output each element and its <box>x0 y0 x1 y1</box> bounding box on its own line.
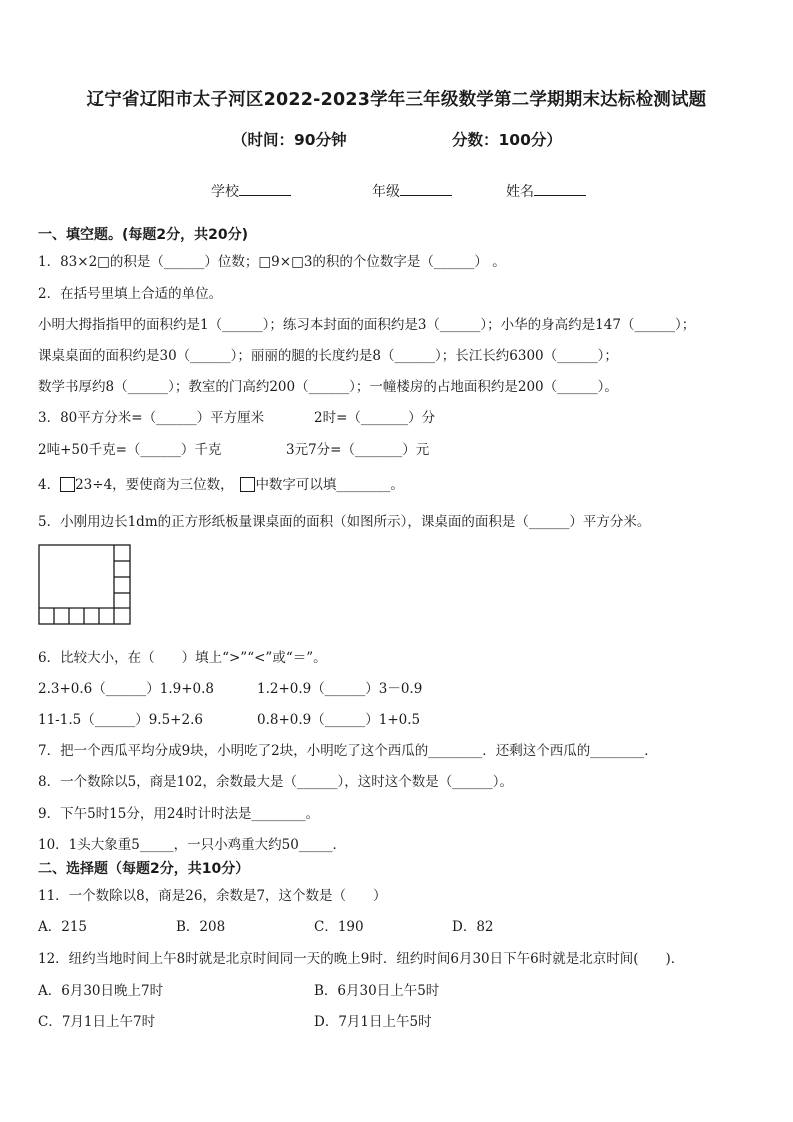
grade-field <box>372 181 452 201</box>
question-9: 9．下午5时15分，用24时计时法是________。 <box>38 806 320 822</box>
desk-grid-figure <box>38 544 132 626</box>
question-11-option-d: D．82 <box>452 919 494 935</box>
name-field <box>506 181 586 201</box>
question-8: 8．一个数除以5，商是102，余数最大是（______），这时这个数是（______）。 <box>38 774 513 790</box>
question-12-option-a: A．6月30日晚上7时 <box>38 983 164 999</box>
question-1: 1．83×2□的积是（______）位数；□9×□3的积的个位数字是（______） 。 <box>38 254 506 270</box>
question-5: 5．小刚用边长1dm的正方形纸板量课桌面的面积（如图所示），课桌面的面积是（______）平方分米。 <box>38 514 651 530</box>
question-12-option-c: C．7月1日上午7时 <box>38 1014 156 1030</box>
question-4-suffix: 中数字可以填________。 <box>255 477 404 493</box>
question-11-option-b: B．208 <box>176 919 226 935</box>
school-field <box>211 181 291 201</box>
question-4 <box>38 473 404 493</box>
question-11: 11．一个数除以8，商是26，余数是7，这个数是（ ） <box>38 888 387 904</box>
question-6-b: 1.2+0.9（______）3－0.9 <box>257 681 423 697</box>
question-3-a: 3．80平方分米=（______）平方厘米 <box>38 410 265 426</box>
question-11-option-a: A．215 <box>38 919 88 935</box>
time-limit: （时间：90分钟 <box>232 131 347 149</box>
section-1-heading: 一、填空题。(每题2分，共20分) <box>38 227 249 243</box>
name-label: 姓名 <box>506 184 534 200</box>
grade-label: 年级 <box>372 184 400 200</box>
question-7: 7．把一个西瓜平均分成9块，小明吃了2块，小明吃了这个西瓜的________．还剩这个西瓜的________． <box>38 743 658 759</box>
question-3-c: 2吨+50千克=（______）千克 <box>38 442 222 458</box>
question-6-a: 2.3+0.6（______）1.9+0.8 <box>38 681 215 697</box>
question-11-option-c: C．190 <box>314 919 364 935</box>
blank-square-1 <box>60 477 75 492</box>
question-4-text: 23÷4，要使商为三位数， <box>75 477 227 493</box>
question-2-line-2: 课桌桌面的面积约是30（______）；丽丽的腿的长度约是8（______）；长江长约6300（______）； <box>38 348 618 364</box>
question-12-option-b: B．6月30日上午5时 <box>314 983 440 999</box>
question-10: 10．1头大象重5_____，一只小鸡重大约50_____． <box>38 837 347 853</box>
total-score: 分数：100分） <box>452 131 562 149</box>
question-3-b: 2时=（_______）分 <box>314 410 436 426</box>
blank-square-2 <box>240 477 255 492</box>
school-label: 学校 <box>211 184 239 200</box>
section-2-heading: 二、选择题（每题2分，共10分） <box>38 861 250 877</box>
question-3-d: 3元7分=（_______）元 <box>286 442 430 458</box>
question-2-intro: 2．在括号里填上合适的单位。 <box>38 286 223 302</box>
question-2-line-3: 数学书厚约8（______）；教室的门高约200（______）；一幢楼房的占地面积约是200（______）。 <box>38 379 618 395</box>
question-2-line-1: 小明大拇指指甲的面积约是1（______）；练习本封面的面积约是3（______）；小华的身高约是147（______）； <box>38 317 696 333</box>
question-6-intro: 6．比较大小，在（ ）填上“>”“<”或“＝”。 <box>38 650 327 666</box>
question-4-number: 4． <box>38 477 61 493</box>
question-12: 12．纽约当地时间上午8时就是北京时间同一天的晚上9时．纽约时间6月30日下午6时就是北京时间( )． <box>38 951 685 967</box>
question-6-c: 11-1.5（______）9.5+2.6 <box>38 712 203 728</box>
question-6-d: 0.8+0.9（______）1+0.5 <box>257 712 421 728</box>
question-12-option-d: D．7月1日上午5时 <box>314 1014 432 1030</box>
page-title: 辽宁省辽阳市太子河区2022-2023学年三年级数学第二学期期末达标检测试题 <box>86 90 707 110</box>
